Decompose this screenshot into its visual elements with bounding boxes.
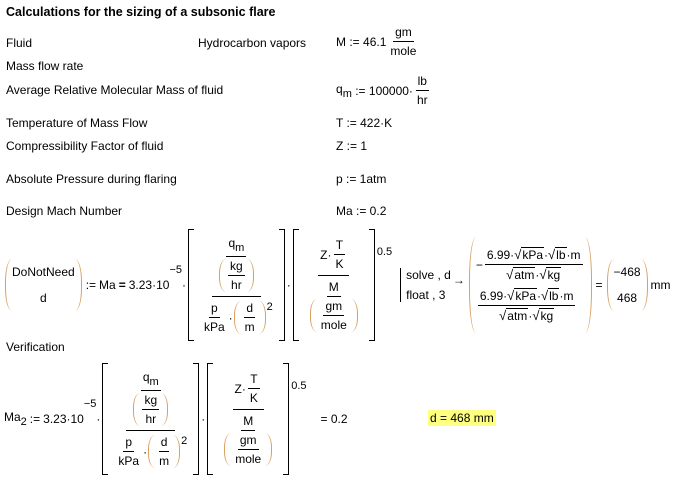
- exponent: −5: [169, 264, 182, 276]
- dot: ·: [96, 412, 101, 426]
- var: M: [336, 34, 346, 49]
- lhs-vector: [5, 259, 82, 311]
- coef: 3.23·10: [43, 412, 84, 426]
- def-Ma[interactable]: Ma := 0.2: [336, 204, 387, 218]
- label-mass-flow: Mass flow rate: [6, 59, 84, 73]
- bracket-1: $\frac{q_m}{\frac{kg}{hr}}$ $\frac{p}{\text{kPa}}$ · $\frac{d}{m}$ 2: [188, 229, 285, 341]
- assign: :=: [355, 83, 366, 98]
- solve-block[interactable]: [400, 268, 451, 302]
- value: 46.1: [363, 34, 387, 49]
- assign: :=: [85, 278, 97, 292]
- verification-equation[interactable]: [4, 362, 348, 476]
- result-1: −468: [613, 265, 641, 279]
- coef: 3.23·10: [128, 278, 170, 292]
- def-T[interactable]: T := 422·K: [336, 116, 393, 130]
- ma2: $Ma_2$: [4, 410, 27, 428]
- unit-num: lb: [416, 74, 429, 91]
- result-2: 468: [617, 291, 638, 305]
- numeric-result: [607, 259, 648, 311]
- value: 100000·: [368, 83, 413, 98]
- verify-result: = 0.2: [320, 412, 348, 426]
- float-keyword: float , 3: [406, 288, 446, 302]
- vec-top: DoNotNeed: [12, 265, 75, 279]
- label-verification: Verification: [6, 340, 65, 354]
- dot: ·: [286, 278, 291, 292]
- equals: =: [595, 278, 603, 292]
- page-title: Calculations for the sizing of a subsonic flare: [6, 5, 276, 19]
- solve-equation[interactable]: [4, 228, 671, 342]
- dot: ·: [201, 412, 206, 426]
- unit: [415, 74, 430, 107]
- bracket-2: Z· $\frac{T}{K}$ $\frac{M}{\frac{gm}{\text{mole}}}$: [293, 229, 375, 341]
- label-avg-mass: Average Relative Molecular Mass of fluid: [6, 83, 224, 97]
- bracket-1: $\frac{q_m}{\frac{kg}{hr}}$ $\frac{p}{\text{kPa}}$ · $\frac{d}{m}$ 2: [102, 363, 199, 475]
- label-fluid: Fluid: [6, 36, 33, 50]
- label-mach: Design Mach Number: [6, 204, 123, 218]
- assign: :=: [349, 34, 360, 49]
- label-compressibility: Compressibility Factor of fluid: [6, 139, 164, 153]
- unit: [388, 25, 418, 58]
- bool-equals: =: [118, 278, 126, 292]
- symbolic-result: − $\frac{\text{6.99·√kPa·√lb·m}}{\text{√atm·√kg}}$ $\frac{\text{6.99·√kPa·√lb·m}}{\text{√atm·√kg}}$: [469, 237, 592, 333]
- fluid-value: Hydrocarbon vapors: [198, 36, 307, 50]
- def-p[interactable]: p := 1atm: [336, 172, 387, 186]
- vec-bottom: d: [40, 291, 47, 305]
- unit-num: gm: [393, 25, 414, 42]
- def-Z[interactable]: Z := 1: [336, 139, 368, 153]
- ma: Ma: [99, 278, 116, 292]
- unit-mm: mm: [650, 278, 671, 292]
- label-pressure: Absolute Pressure during flaring: [6, 172, 177, 186]
- dot: ·: [181, 278, 186, 292]
- unit-den: hr: [416, 93, 428, 107]
- var: $q_m$: [336, 81, 352, 100]
- bracket-2: Z· $\frac{T}{K}$ $\frac{M}{\frac{gm}{\text{mole}}}$: [207, 363, 289, 475]
- d-result-highlight[interactable]: d = 468 mm: [430, 411, 494, 425]
- assign: :=: [29, 412, 41, 426]
- power: 0.5: [291, 380, 307, 392]
- power: 0.5: [376, 246, 393, 258]
- solve-keyword: solve , d: [406, 268, 451, 282]
- exponent: −5: [83, 398, 97, 410]
- arrow: →: [452, 273, 465, 287]
- def-qm[interactable]: [336, 74, 432, 107]
- label-temperature: Temperature of Mass Flow: [6, 116, 148, 130]
- unit-den: mole: [390, 44, 417, 58]
- def-M[interactable]: [336, 25, 420, 58]
